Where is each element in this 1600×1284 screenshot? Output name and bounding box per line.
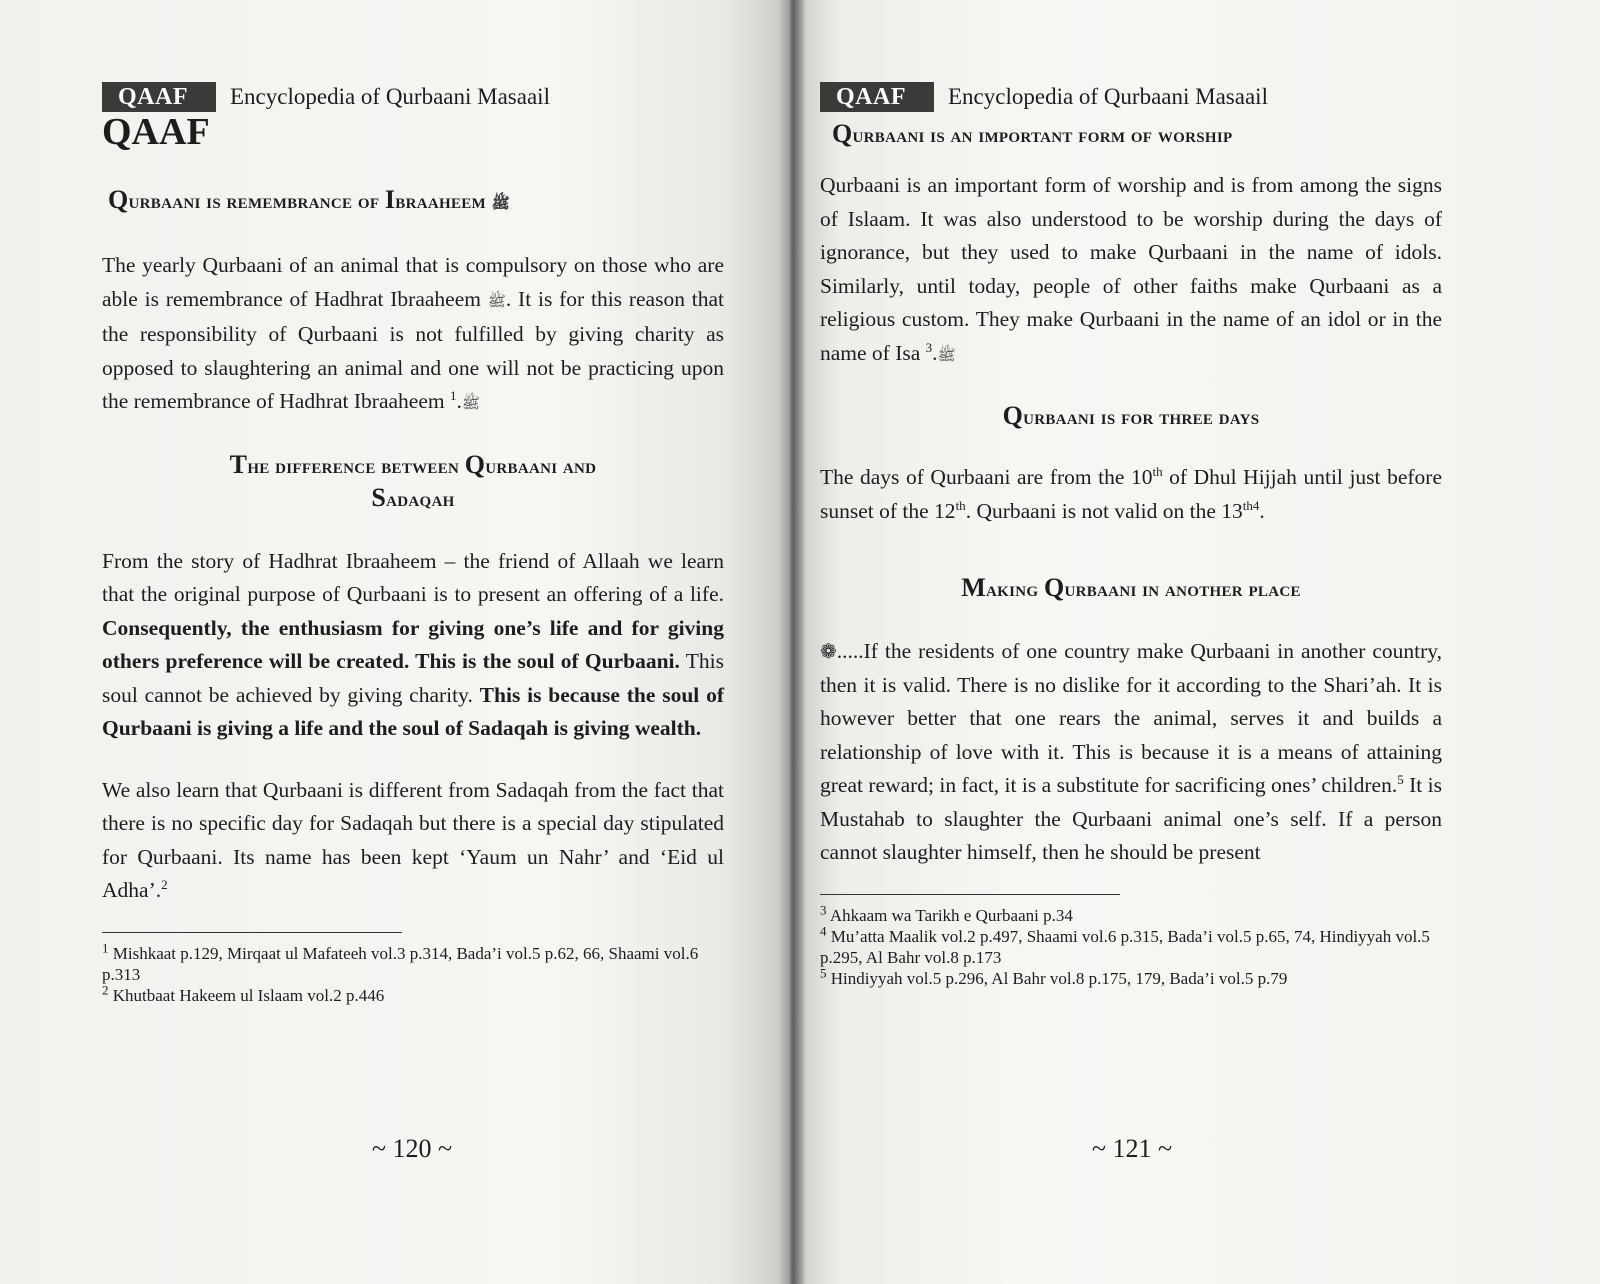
running-header (102, 82, 724, 112)
footnote-ref: 4 (1252, 497, 1260, 513)
section-heading: Qurbaani is remembrance of Ibraaheem ﷺ (108, 185, 510, 214)
flower-bullet-icon: ❁ (820, 639, 837, 663)
footnote: $^5$ Hindiyyah vol.5 p.296, Al Bahr vol.8 p.175, 179, Bada’i vol.5 p.79 (820, 964, 1288, 988)
footnote-ref: 1 (450, 387, 457, 403)
right-page-content (820, 82, 1442, 989)
page-number: ~ 120 ~ (371, 1134, 453, 1163)
book-spine-shadow (778, 0, 806, 1284)
footnote-ref: 3 (925, 339, 933, 355)
salutation-glyph-icon: ﷺ (491, 194, 510, 212)
footnotes (820, 901, 1442, 989)
footnote: $^3$ Ahkaam wa Tarikh e Qurbaani p.34 (820, 901, 1073, 925)
salutation-glyph-icon: ﷺ (487, 291, 506, 310)
paragraph: The days of Qurbaani are from the 10th of Dhul Hijjah until just before sunset of the 12th. Qurbaani is not valid on the $13^{th4}$. (820, 463, 1442, 523)
left-page-content (102, 82, 724, 1006)
footnote-ref: 2 (161, 876, 168, 892)
chapter-badge: QAAF (102, 82, 216, 112)
footnotes (102, 939, 724, 1006)
paragraph: From the story of Hadhrat Ibraaheem – the friend of Allaah we learn that the original purpose of Qurbaani is to present an offering of a life. Consequently, the enthusiasm for giving one’s life and for giving others preference will be created. This is the soul of Qurbaani. This soul cannot be achieved by giving charity. This is because the soul of Qurbaani is giving a life and the soul of Sadaqah is giving wealth. (102, 548, 724, 740)
paragraph: ❁.....If the residents of one country make Qurbaani in another country, then it is valid. There is no dislike for it according to the Shari’ah. It is however better that one rears the animal, serves it and builds a relationship of love with it. This is because it is a means of attaining great reward; in fact, it is a substitute for sacrificing ones’ children.$^5$ It is Mustahab to slaughter the Qurbaani animal one’s self. If a person cannot slaughter himself, then he should be present (820, 639, 1442, 864)
footnote: $^4$ Mu’atta Maalik vol.2 p.497, Shaami vol.6 p.315, Bada’i vol.5 p.65, 74, Hindiyyah vol.5 p.295, Al Bahr vol.8 p.173 (820, 922, 1430, 967)
paragraph: We also learn that Qurbaani is different from Sadaqah from the fact that there is no specific day for Sadaqah but there is a special day stipulated for Qurbaani. Its name has been kept ‘Yaum un Nahr’ and ‘Eid ul Adha’.$^2$ (102, 777, 724, 902)
salutation-glyph-icon: ﷺ (937, 345, 956, 364)
paragraph: Qurbaani is an important form of worship and is from among the signs of Islaam. It was also understood to be worship during the days of ignorance, but they used to make Qurbaani in the name of idols. Similarly, until today, people of other faiths make Qurbaani as a religious custom. They make Qurbaani in the name of an idol or in the name of Isa ﷺ.$^3$ (820, 173, 1442, 365)
page-number: ~ 121 ~ (1091, 1134, 1173, 1163)
section-heading: The difference between Qurbaani and Sadaqah (229, 449, 597, 512)
section-heading: Qurbaani is an important form of worship (832, 119, 1233, 148)
running-header (820, 82, 1442, 112)
footnote-ref: 5 (1397, 771, 1404, 787)
section-heading: Making Qurbaani in another place (961, 573, 1301, 602)
chapter-title: QAAF (102, 111, 210, 153)
left-page (0, 0, 790, 1284)
footnote: $^2$ Khutbaat Hakeem ul Islaam vol.2 p.446 (102, 981, 385, 1005)
paragraph: The yearly Qurbaani of an animal that is compulsory on those who are able is remembrance of Hadhrat Ibraaheem ﷺ. It is for this reason that the responsibility of Qurbaani is not fulfilled by giving charity as opposed to slaughtering an animal and one will not be practicing upon the remembrance of Hadhrat Ibraaheem ﷺ.$^1$ (102, 253, 724, 413)
book-title: Encyclopedia of Qurbaani Masaail (948, 84, 1268, 109)
footnote: $^1$ Mishkaat p.129, Mirqaat ul Mafateeh vol.3 p.314, Bada’i vol.5 p.62, 66, Shaami vol.6 p.313 (102, 939, 699, 984)
section-heading: Qurbaani is for three days (1002, 401, 1260, 430)
book-title: Encyclopedia of Qurbaani Masaail (230, 84, 550, 109)
chapter-badge: QAAF (820, 82, 934, 112)
footnote-separator (820, 894, 1120, 895)
salutation-glyph-icon: ﷺ (461, 394, 480, 412)
right-page (790, 0, 1600, 1284)
footnote-separator (102, 932, 402, 933)
